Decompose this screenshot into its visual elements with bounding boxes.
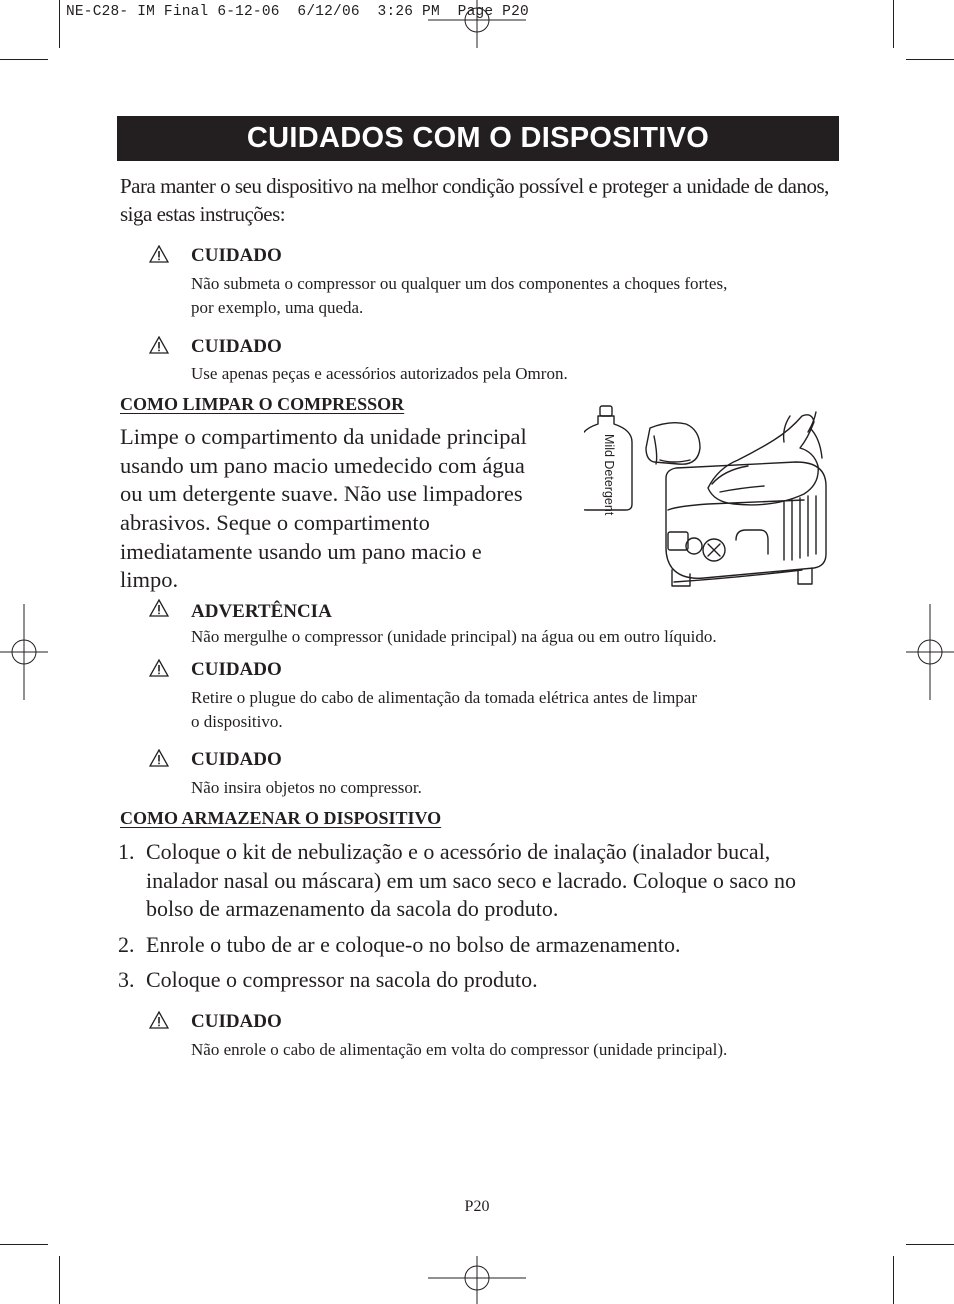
- step-number: 1.: [118, 839, 135, 864]
- warning-heading: CUIDADO: [191, 659, 282, 680]
- warning-heading: CUIDADO: [191, 245, 282, 266]
- warning-text: Não submeta o compressor ou qualquer um dos componentes a choques fortes,: [191, 274, 728, 293]
- warning-triangle-icon: [149, 749, 169, 767]
- registration-mark-right: [906, 604, 954, 700]
- cleaning-illustration: [584, 402, 830, 600]
- warning-triangle-icon: [149, 599, 169, 617]
- cleaning-line: usando um pano macio umedecido com água: [120, 453, 525, 478]
- list-item: [118, 931, 838, 960]
- warning-heading: CUIDADO: [191, 336, 282, 357]
- warning-text: Retire o plugue do cabo de alimentação da tomada elétrica antes de limpar: [191, 688, 698, 707]
- warning-triangle-icon: [149, 659, 169, 677]
- cleaning-line: imediatamente usando um pano macio e: [120, 539, 482, 564]
- section-heading-storage: COMO ARMAZENAR O DISPOSITIVO: [120, 808, 442, 828]
- storage-steps: [118, 838, 838, 995]
- cleaning-line: ou um detergente suave. Não use limpadores: [120, 481, 523, 506]
- warning-text: Use apenas peças e acessórios autorizados pela Omron.: [191, 364, 568, 383]
- bottle-label: Mild Detergent: [602, 434, 616, 516]
- step-text: Coloque o kit de nebulização e o acessório de inalação (inalador bucal, inalador nasal ou máscara) em um saco seco e lacrado. Coloque o saco no bolso de armazenamento da sacola do produto.: [146, 839, 796, 921]
- section-heading-cleaning: COMO LIMPAR O COMPRESSOR: [120, 394, 405, 414]
- warning-text: por exemplo, uma queda.: [191, 298, 364, 317]
- warning-text: o dispositivo.: [191, 712, 283, 731]
- compressor-icon: [666, 462, 826, 586]
- warning-text: Não mergulhe o compressor (unidade principal) na água ou em outro líquido.: [191, 627, 717, 646]
- list-item: [118, 966, 838, 995]
- step-number: 2.: [118, 931, 135, 957]
- warning-triangle-icon: [149, 1011, 169, 1029]
- page-title: CUIDADOS COM O DISPOSITIVO: [246, 122, 710, 154]
- print-slug: NE-C28- IM Final 6-12-06 6/12/06 3:26 PM Page P20: [66, 4, 529, 20]
- cleaning-line: abrasivos. Seque o compartimento: [120, 510, 430, 535]
- registration-mark-bottom: [428, 1256, 526, 1304]
- cleaning-line: Limpe o compartimento da unidade principal: [120, 424, 527, 449]
- step-text: Enrole o tubo de ar e coloque-o no bolso de armazenamento.: [146, 931, 681, 957]
- warning-text: Não insira objetos no compressor.: [191, 778, 422, 797]
- intro-paragraph: Para manter o seu dispositivo na melhor condição possível e proteger a unidade de danos, siga estas instruções:: [120, 174, 829, 226]
- step-number: 3.: [118, 967, 135, 992]
- warning-triangle-icon: [149, 245, 169, 263]
- warning-heading: CUIDADO: [191, 1011, 282, 1032]
- registration-mark-top: [428, 0, 526, 48]
- warning-heading: ADVERTÊNCIA: [191, 601, 332, 622]
- registration-mark-left: [0, 604, 48, 700]
- page-title-bar: [117, 116, 839, 161]
- step-text: Coloque o compressor na sacola do produto.: [146, 967, 538, 992]
- cleaning-line: limpo.: [120, 567, 179, 592]
- page-number: P20: [464, 1198, 490, 1215]
- warning-heading: CUIDADO: [191, 749, 282, 770]
- list-item: [118, 838, 838, 924]
- warning-triangle-icon: [149, 336, 169, 354]
- warning-text: Não enrole o cabo de alimentação em volta do compressor (unidade principal).: [191, 1040, 728, 1059]
- cloth-icon: [646, 423, 700, 465]
